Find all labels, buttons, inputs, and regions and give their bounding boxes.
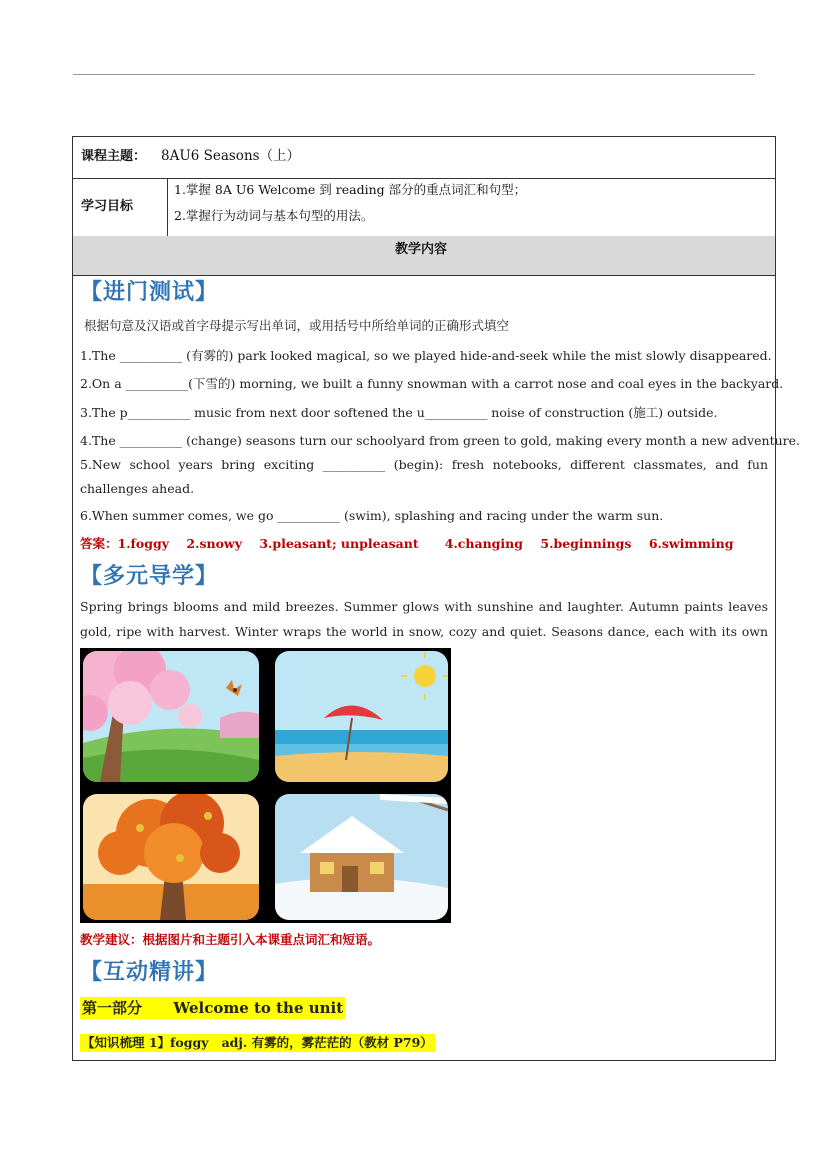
- goal-item-1: 1.掌握 8A U6 Welcome 到 reading 部分的重点词汇和句型；: [174, 182, 527, 197]
- goal-item-2: 2.掌握行为动词与基本句型的用法。: [174, 208, 374, 223]
- question-6: 6.When summer comes, we go __________ (swim), splashing and racing under the warm sun.: [80, 508, 664, 523]
- part-one-heading: 第一部分 Welcome to the unit: [82, 999, 344, 1017]
- top-rule: [73, 74, 755, 75]
- goal-label: 学习目标: [81, 199, 134, 214]
- guided-learning-title: 【多元导学】: [80, 564, 219, 589]
- question-1: 1.The __________ (有雾的) park looked magical, so we played hide-and-seek while the mist slowly disappeared.: [80, 348, 772, 363]
- goal-label-cell: [73, 178, 168, 236]
- interactive-lecture-title: 【互动精讲】: [80, 960, 219, 985]
- winter-panel: [275, 794, 448, 920]
- question-2: 2.On a __________(下雪的) morning, we built a funny snowman with a carrot nose and coal eyes in the backyard.: [80, 376, 784, 391]
- seasons-image: [80, 648, 451, 923]
- question-3: 3.The p__________ music from next door softened the u__________ noise of construction (施工) outside.: [80, 405, 718, 420]
- goal-row: [73, 178, 775, 237]
- autumn-panel: [83, 791, 259, 920]
- content-header: 教学内容: [395, 242, 448, 257]
- question-4: 4.The __________ (change) seasons turn our schoolyard from green to gold, making every month a new adventure.: [80, 433, 800, 448]
- content-header-row: [73, 236, 775, 276]
- subject-row: [73, 137, 775, 179]
- entry-test-title: 【进门测试】: [80, 280, 219, 305]
- seasons-paragraph: Spring brings blooms and mild breezes. Summer glows with sunshine and laughter. Autumn paints leaves gold, ripe with harvest. Winter wraps the world in snow, cozy and quiet. Seasons dance, each with its own: [80, 599, 768, 639]
- subject-label: 课程主题：: [81, 149, 147, 164]
- teaching-tip: 教学建议：根据图片和主题引入本课重点词汇和短语。: [80, 932, 381, 947]
- summer-panel: [275, 651, 449, 782]
- knowledge-point-1: 【知识梳理 1】foggy adj. 有雾的，雾茫茫的（教材 P79）: [82, 1035, 433, 1050]
- subject-value: 8AU6 Seasons（上）: [161, 148, 301, 164]
- entry-test-instruction: 根据句意及汉语或首字母提示写出单词，或用括号中所给单词的正确形式填空: [84, 318, 510, 333]
- spring-panel: [80, 648, 259, 782]
- question-5: 5.New school years bring exciting __________ (begin): fresh notebooks, different classmates, and fun challenges ahead.: [80, 457, 768, 496]
- answer-key: 答案：1.foggy 2.snowy 3.pleasant; unpleasant 4.changing 5.beginnings 6.swimming: [80, 536, 734, 551]
